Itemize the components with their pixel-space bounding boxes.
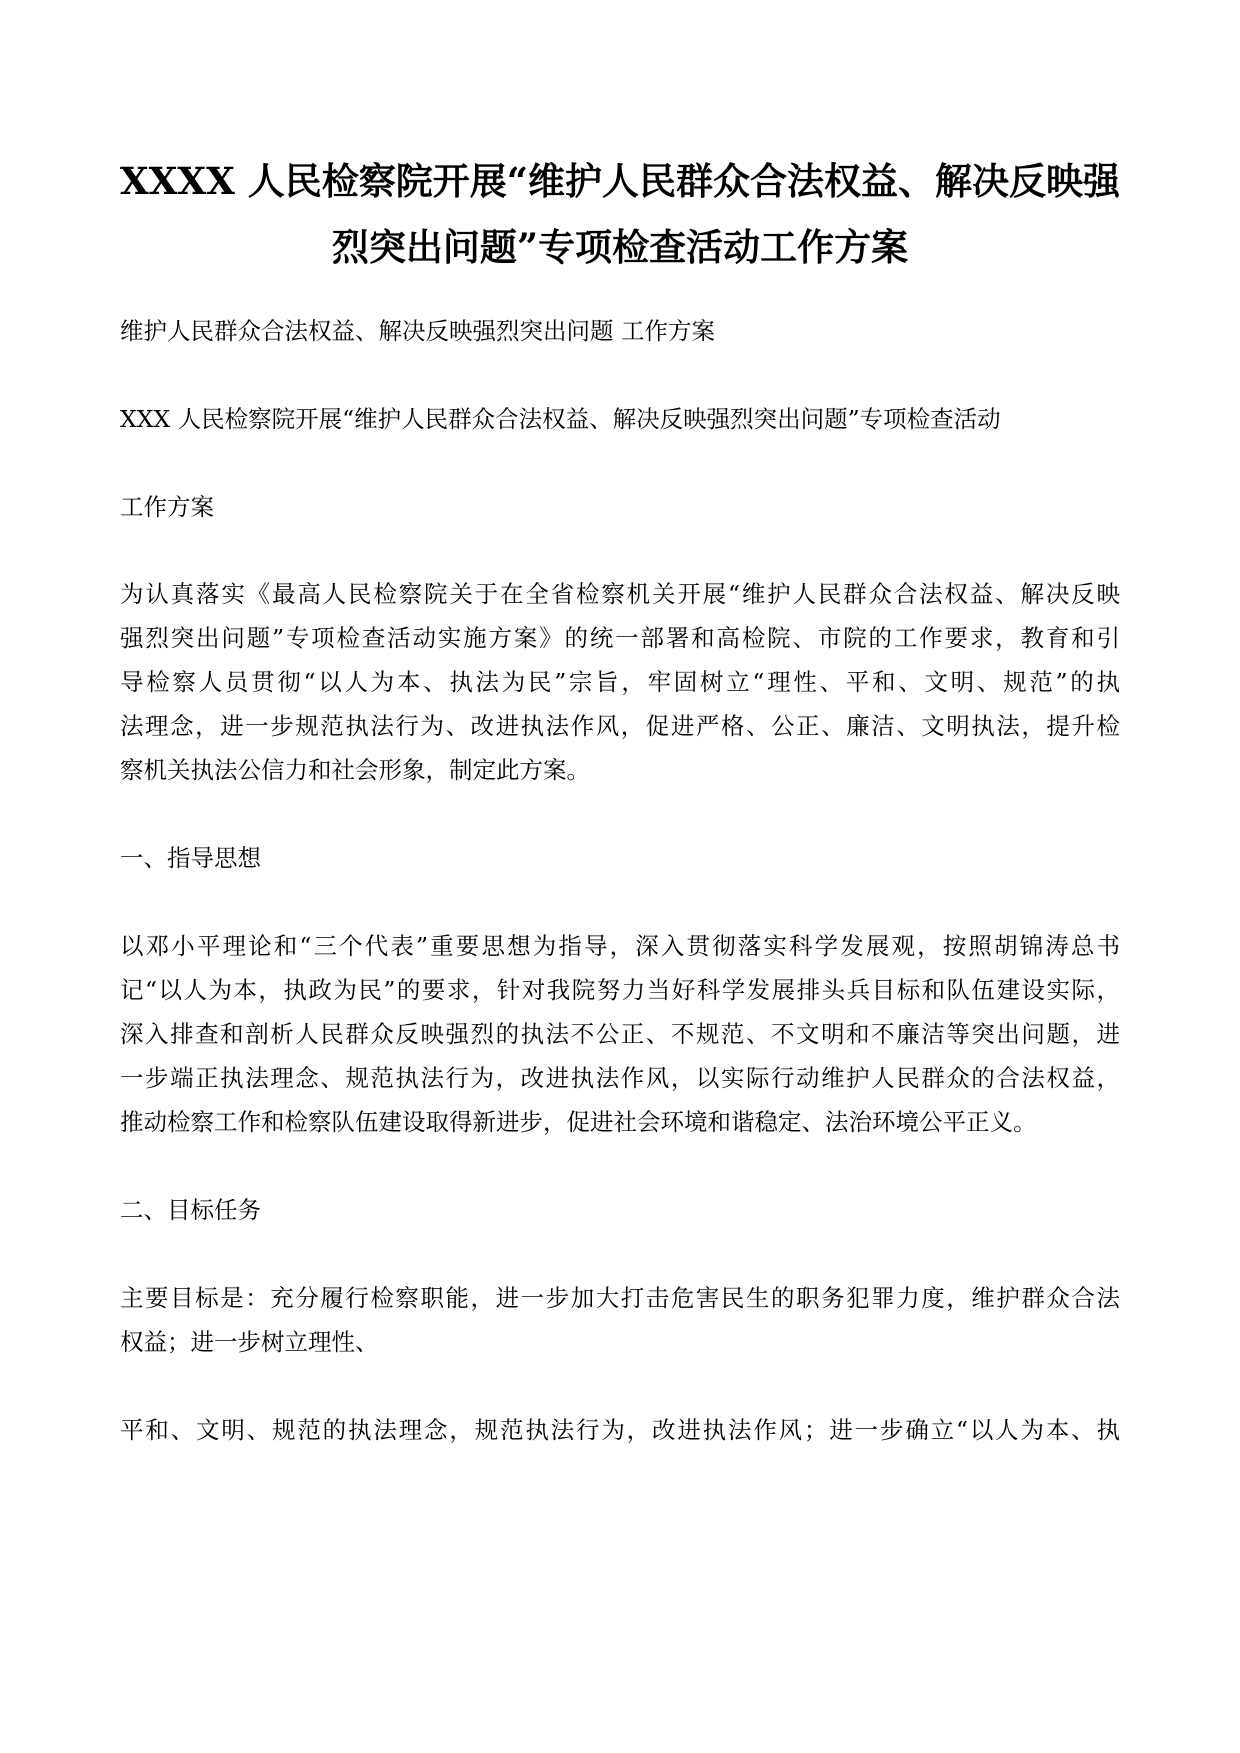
org-line: XXX 人民检察院开展“维护人民群众合法权益、解决反映强烈突出问题”专项检查活动 bbox=[120, 405, 1001, 433]
document-title bbox=[120, 148, 1120, 280]
section-1-line: 记“以人为本，执政为民”的要求，针对我院努力当好科学发展排头兵目标和队伍建设实际， bbox=[120, 976, 1120, 1004]
intro-line: 导检察人员贯彻“以人为本、执法为民”宗旨，牢固树立“理性、平和、文明、规范”的执 bbox=[120, 668, 1120, 696]
section-1-line: 一步端正执法理念、规范执法行为，改进执法作风，以实际行动维护人民群众的合法权益， bbox=[120, 1064, 1120, 1092]
continuation-paragraph bbox=[120, 1408, 1120, 1452]
continuation-line: 平和、文明、规范的执法理念，规范执法行为，改进执法作风；进一步确立“以人为本、执 bbox=[120, 1416, 1120, 1444]
section-1-paragraph bbox=[120, 924, 1120, 1144]
title-line-2: 烈突出问题”专项检查活动工作方案 bbox=[331, 225, 909, 269]
title-line-1: XXXX 人民检察院开展“维护人民群众合法权益、解决反映强 bbox=[120, 159, 1120, 203]
section-1-line: 以邓小平理论和“三个代表”重要思想为指导，深入贯彻落实科学发展观，按照胡锦涛总书 bbox=[120, 932, 1120, 960]
intro-paragraph bbox=[120, 572, 1120, 792]
intro-line: 为认真落实《最高人民检察院关于在全省检察机关开展“维护人民群众合法权益、解决反映 bbox=[120, 580, 1120, 608]
section-2-paragraph bbox=[120, 1276, 1120, 1364]
section-heading-2: 二、目标任务 bbox=[120, 1196, 261, 1224]
intro-line: 察机关执法公信力和社会形象，制定此方案。 bbox=[120, 756, 590, 784]
section-heading-1: 一、指导思想 bbox=[120, 844, 261, 872]
section-1-line: 推动检察工作和检察队伍建设取得新进步，促进社会环境和谐稳定、法治环境公平正义。 bbox=[120, 1108, 1037, 1136]
section-1-line: 深入排查和剖析人民群众反映强烈的执法不公正、不规范、不文明和不廉洁等突出问题，进 bbox=[120, 1020, 1120, 1048]
section-2-line: 权益；进一步树立理性、 bbox=[120, 1328, 379, 1356]
subtitle: 维护人民群众合法权益、解决反映强烈突出问题 工作方案 bbox=[120, 317, 715, 345]
intro-line: 法理念，进一步规范执法行为、改进执法作风，促进严格、公正、廉洁、文明执法，提升检 bbox=[120, 712, 1120, 740]
section-2-line: 主要目标是：充分履行检察职能，进一步加大打击危害民生的职务犯罪力度，维护群众合法 bbox=[120, 1284, 1120, 1312]
intro-line: 强烈突出问题”专项检查活动实施方案》的统一部署和高检院、市院的工作要求，教育和引 bbox=[120, 624, 1120, 652]
plan-label: 工作方案 bbox=[120, 493, 214, 521]
